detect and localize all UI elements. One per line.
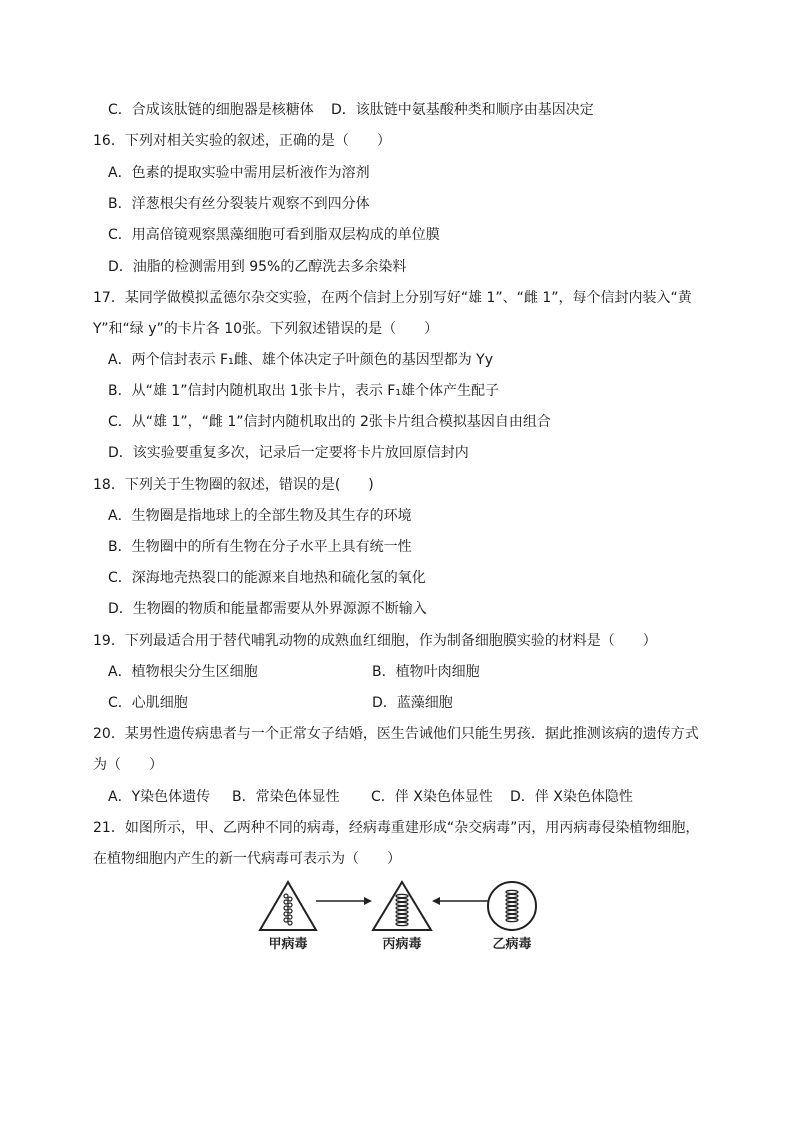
q19-option-b: B．植物叶肉细胞	[372, 664, 480, 680]
q20-option-c: C．伴 X染色体显性	[371, 789, 493, 805]
virus-jia-shape	[260, 882, 316, 930]
q16-option-c: C．用高倍镜观察黑藻细胞可看到脂双层构成的单位膜	[108, 227, 440, 243]
q21-stem-line1: 21．如图所示，甲、乙两种不同的病毒，经病毒重建形成“杂交病毒”丙，用丙病毒侵染植物细胞，	[93, 820, 700, 836]
label-virus-bing: 丙病毒	[382, 937, 422, 952]
q19-option-c: C．心肌细胞	[108, 695, 188, 711]
q17-stem-line2: Y”和“绿 y”的卡片各 10张。下列叙述错误的是（ ）	[93, 321, 439, 337]
q18-option-c: C．深海地壳热裂口的能源来自地热和硫化氢的氧化	[108, 570, 426, 586]
q20-option-a: A．Y染色体遗传	[108, 789, 211, 805]
label-virus-jia: 甲病毒	[268, 937, 308, 952]
q19-option-d: D．蓝藻细胞	[372, 695, 453, 711]
q17-option-c: C．从“雄 1”，“雌 1”信封内随机取出的 2张卡片组合模拟基因自由组合	[108, 414, 551, 430]
q17-stem-line1: 17．某同学做模拟孟德尔杂交实验，在两个信封上分别写好“雄 1”、“雌 1”，每个信封内装入“黄	[93, 290, 692, 306]
q16-option-b: B．洋葱根尖有丝分裂装片观察不到四分体	[108, 196, 370, 212]
q16-option-a: A．色素的提取实验中需用层析液作为溶剂	[108, 165, 370, 181]
q15-option-c: C．合成该肽链的细胞器是核糖体	[108, 102, 314, 118]
label-virus-yi: 乙病毒	[492, 937, 532, 952]
virus-bing-shape	[373, 882, 431, 930]
q18-option-a: A．生物圈是指地球上的全部生物及其生存的环境	[108, 508, 412, 524]
q19-option-a: A．植物根尖分生区细胞	[108, 664, 258, 680]
virus-yi-shape	[488, 882, 536, 930]
q17-option-b: B．从“雄 1”信封内随机取出 1张卡片，表示 F₁雄个体产生配子	[108, 383, 499, 399]
q20-option-d: D．伴 X染色体隐性	[510, 789, 633, 805]
q19-stem: 19．下列最适合用于替代哺乳动物的成熟血红细胞，作为制备细胞膜实验的材料是（ ）	[93, 633, 657, 649]
q15-option-d: D．该肽链中氨基酸种类和顺序由基因决定	[331, 102, 594, 118]
arrow-head-right	[364, 897, 372, 905]
q16-stem: 16．下列对相关实验的叙述，正确的是（ ）	[93, 133, 391, 149]
q20-stem-line2: 为（ ）	[93, 757, 163, 773]
q20-option-b: B．常染色体显性	[232, 789, 340, 805]
q21-stem-line2: 在植物细胞内产生的新一代病毒可表示为（ ）	[93, 851, 401, 867]
arrow-head-left	[432, 897, 440, 905]
q18-option-b: B．生物圈中的所有生物在分子水平上具有统一性	[108, 539, 412, 555]
q20-stem-line1: 20．某男性遗传病患者与一个正常女子结婚，医生告诫他们只能生男孩．据此推测该病的遗传方式	[93, 726, 699, 742]
q18-option-d: D．生物圈的物质和能量都需要从外界源源不断输入	[108, 601, 427, 617]
q17-option-d: D．该实验要重复多次，记录后一定要将卡片放回原信封内	[108, 445, 469, 461]
q18-stem: 18．下列关于生物圈的叙述，错误的是( )	[93, 477, 374, 493]
q17-option-a: A．两个信封表示 F₁雌、雄个体决定子叶颜色的基因型都为 Yy	[108, 352, 493, 368]
q16-option-d: D．油脂的检测需用到 95%的乙醇洗去多余染料	[108, 259, 407, 275]
virus-reconstruction-figure	[258, 878, 548, 954]
